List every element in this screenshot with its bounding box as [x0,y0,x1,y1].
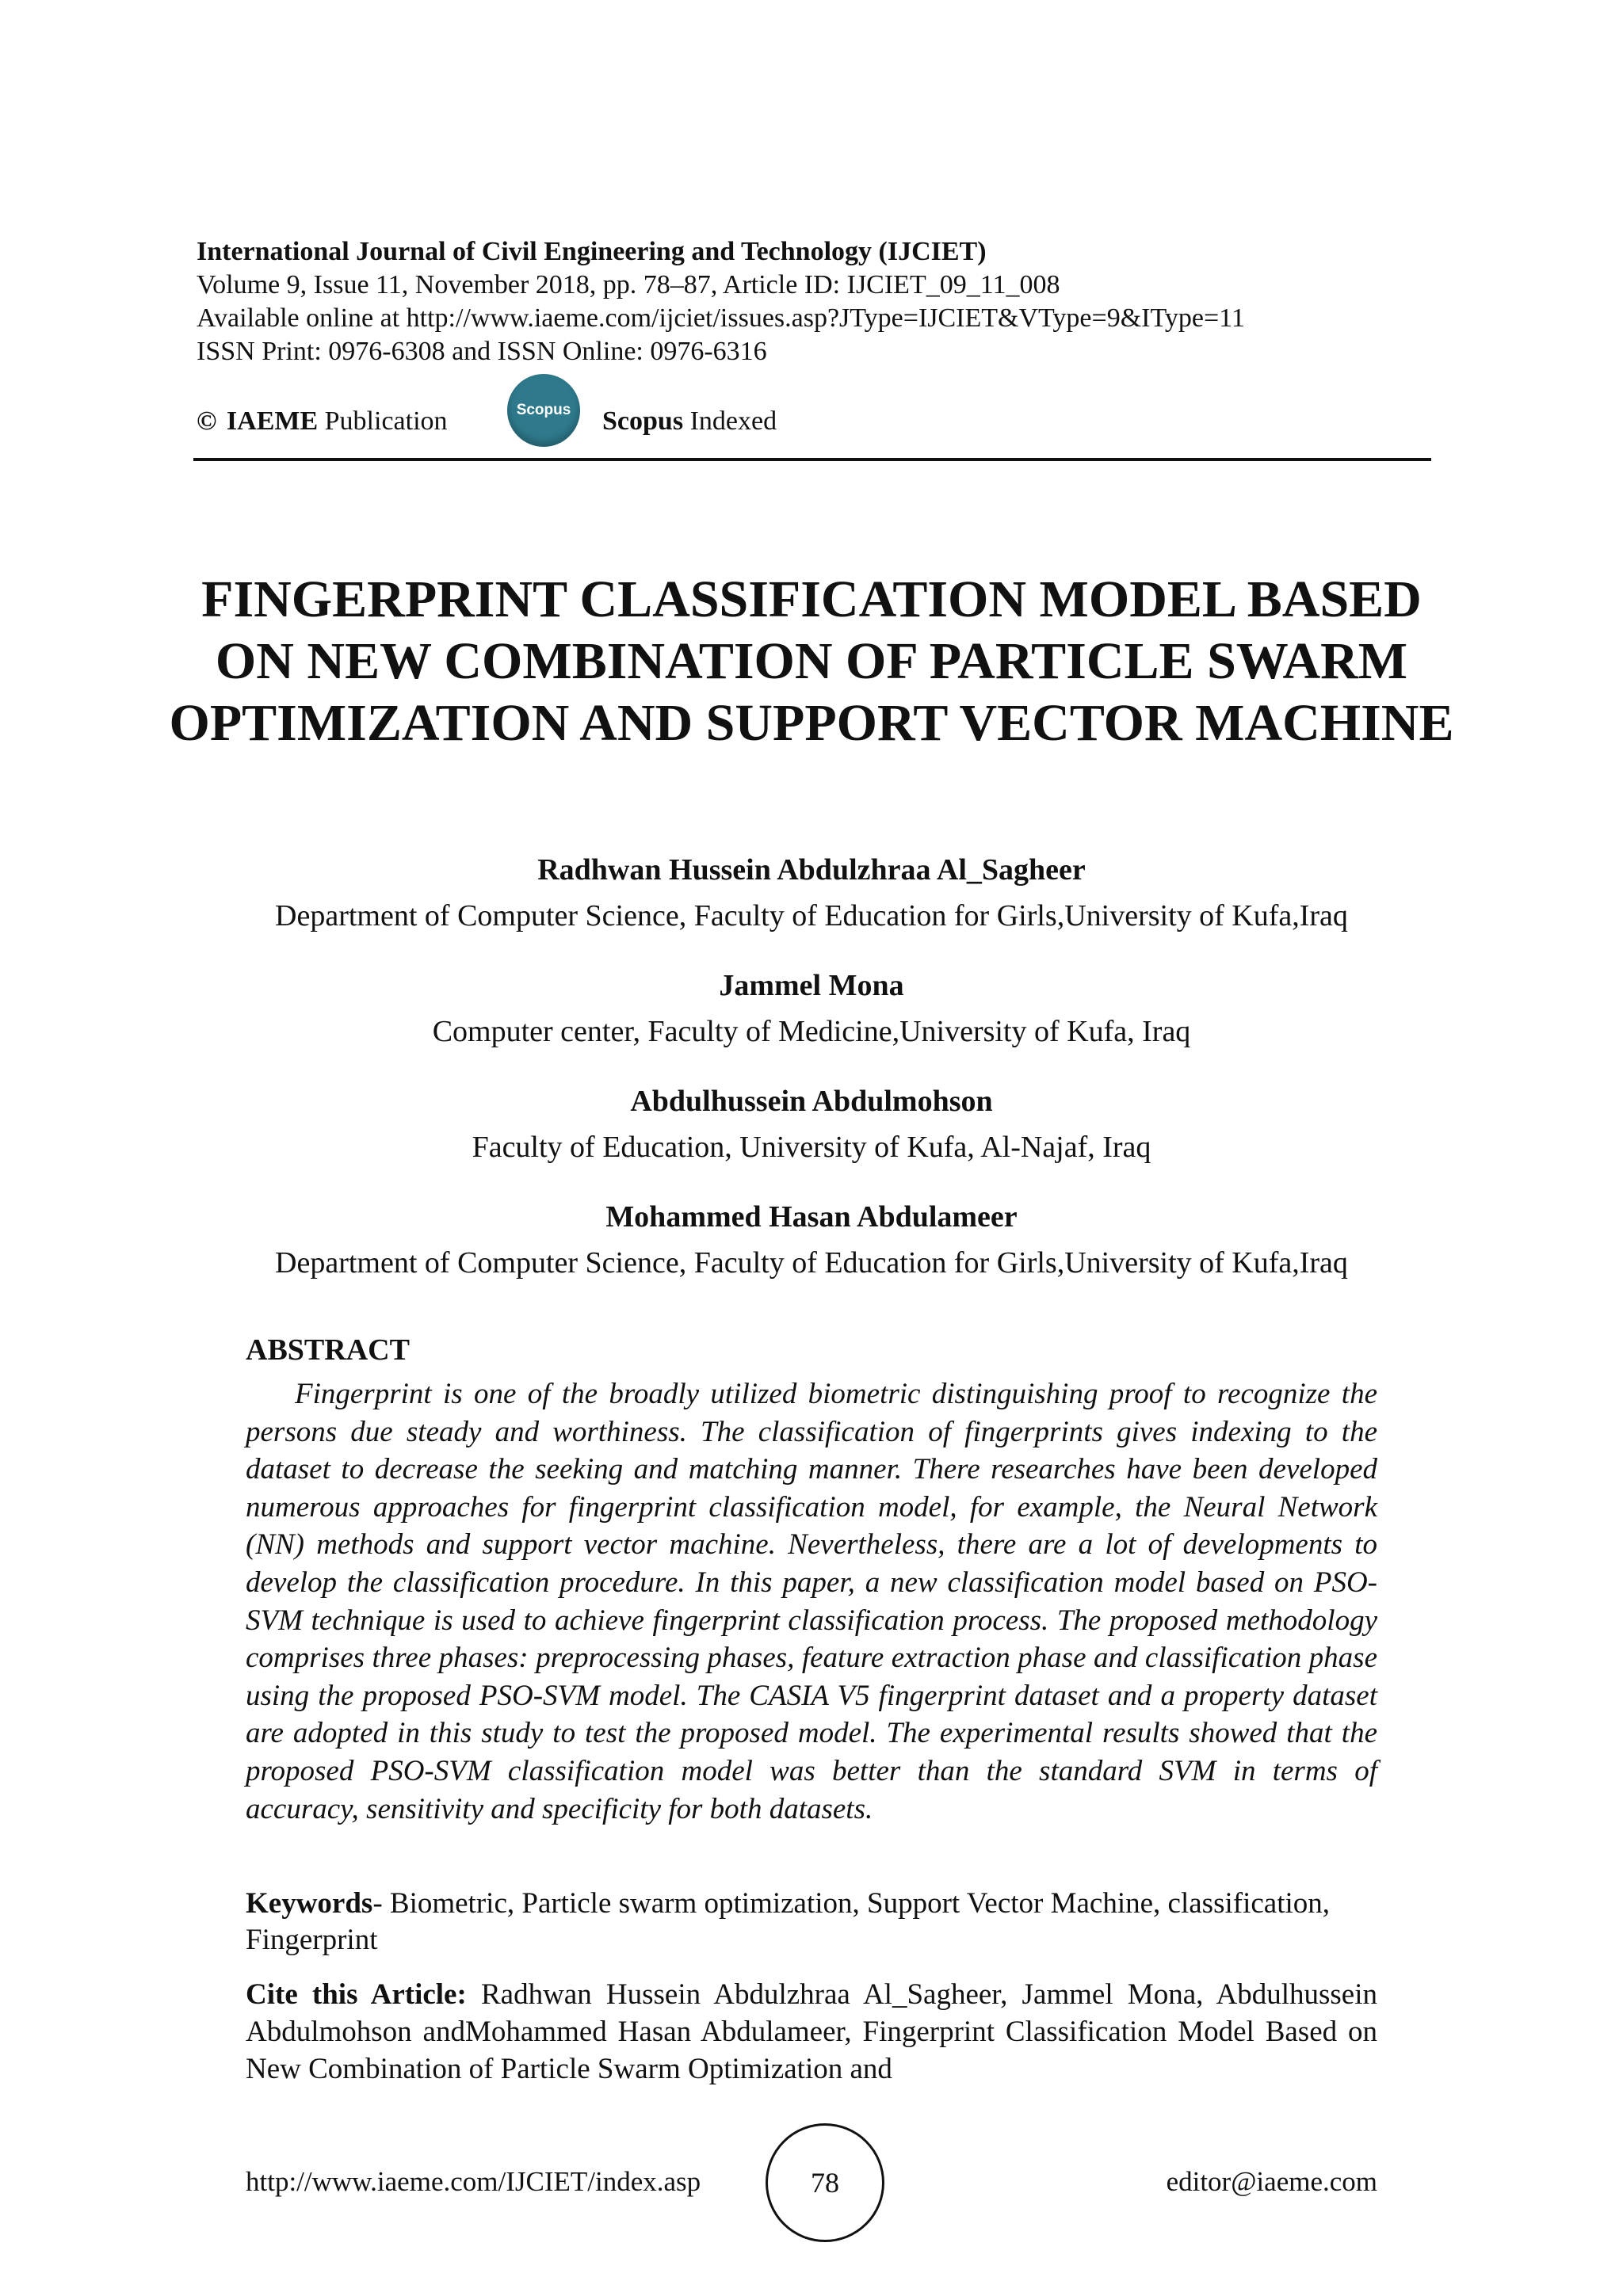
paper-title: FINGERPRINT CLASSIFICATION MODEL BASED ON NEW COMBINATION OF PARTICLE SWARM OPTIMIZATION AND SUPPORT VECTOR MACHINE [169,570,1454,752]
header-divider [193,458,1431,461]
scopus-indexed [602,406,777,437]
author-affiliation: Faculty of Education, University of Kufa, Al-Najaf, Iraq [472,1131,1151,1164]
publisher-line [197,406,448,437]
footer-url-link[interactable]: http://www.iaeme.com/IJCIET/index.asp [246,2166,701,2197]
citation-label: Cite this Article: [246,1978,467,2011]
footer-email-link[interactable]: editor@iaeme.com [1166,2166,1377,2197]
scopus-indexed-suffix: Indexed [683,406,777,436]
availability-line: Available online at http://www.iaeme.com/ijciet/issues.asp?JType=IJCIET&VType=9&IType=11 [197,303,1245,333]
abstract-text: Fingerprint is one of the broadly utilized biometric distinguishing proof to recognize the persons due steady and worthiness. The classification of fingerprints gives indexing to the dataset to decrease the seeking and matching manner. There researches have been developed numerous approaches for fingerprint classification model, for example, the Neural Network (NN) methods and support vector machine. Nevertheless, there are a lot of developments to develop the classification procedure. In this paper, a new classification model based on PSO-SVM technique is used to achieve fingerprint classification process. The proposed methodology comprises three phases: preprocessing phases, feature extraction phase and classification phase using the proposed PSO-SVM model. The CASIA V5 fingerprint dataset and a property dataset are adopted in this study to test the proposed model. The experimental results showed that the proposed PSO-SVM classification model was better than the standard SVM in terms of accuracy, sensitivity and specificity for both datasets. [246,1378,1377,1825]
page-number-value: 78 [811,2167,839,2199]
page-number [766,2123,884,2242]
author-name: Abdulhussein Abdulmohson [630,1085,993,1118]
keywords-text: - Biometric, Particle swarm optimization, Support Vector Machine, classification, Fingerprint [246,1887,1331,1956]
publisher-name: IAEME [226,406,319,436]
citation-text: Radhwan Hussein Abdulzhraa Al_Sagheer, Jammel Mona, Abdulhussein Abdulmohson andMohammed Hasan Abdulameer, Fingerprint Classification Model Based on New Combination of Particle Swarm Optimization and [246,1978,1377,2085]
scopus-indexed-bold: Scopus [602,406,684,436]
author-affiliation: Department of Computer Science, Faculty of Education for Girls,University of Kufa,Iraq [275,1246,1348,1280]
publisher-suffix: Publication [318,406,448,436]
scopus-logo-icon [507,374,580,447]
author-name: Jammel Mona [719,969,904,1002]
scopus-logo-text: Scopus [516,402,571,418]
author-affiliation: Computer center, Faculty of Medicine,University of Kufa, Iraq [432,1015,1191,1048]
journal-title: International Journal of Civil Engineering and Technology (IJCIET) [197,237,987,266]
issn-line: ISSN Print: 0976-6308 and ISSN Online: 0976-6316 [197,337,767,366]
author-name: Radhwan Hussein Abdulzhraa Al_Sagheer [537,853,1086,887]
keywords-label: Keywords [246,1887,373,1920]
copyright-symbol: © [197,406,217,436]
author-name: Mohammed Hasan Abdulameer [605,1200,1018,1234]
volume-info: Volume 9, Issue 11, November 2018, pp. 78–87, Article ID: IJCIET_09_11_008 [197,270,1060,299]
abstract-heading: ABSTRACT [246,1333,410,1367]
author-affiliation: Department of Computer Science, Faculty of Education for Girls,University of Kufa,Iraq [275,899,1348,933]
keywords [246,1886,1377,1958]
citation [246,1976,1377,2088]
